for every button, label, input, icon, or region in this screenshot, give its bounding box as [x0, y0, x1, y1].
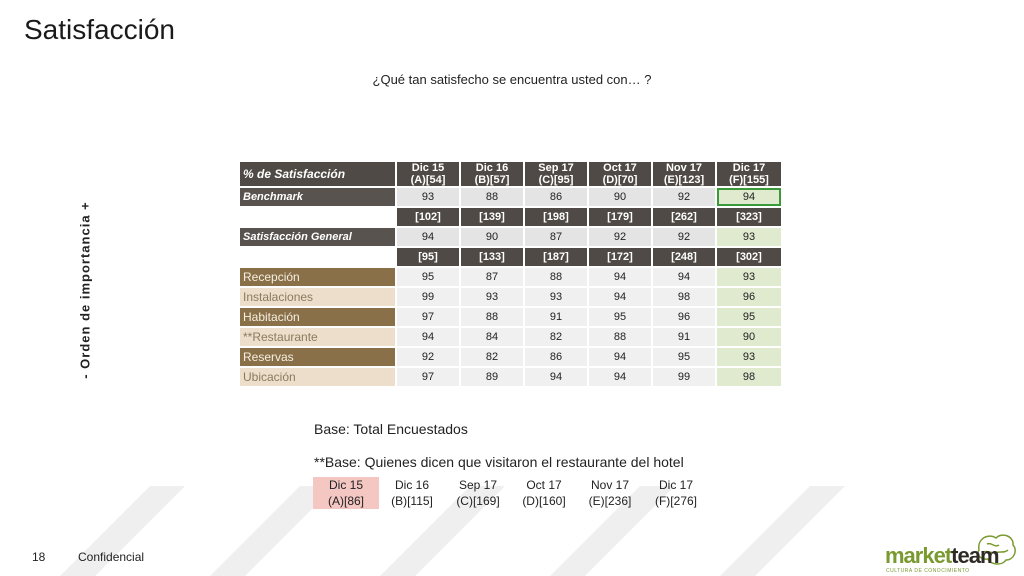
table-cell: 90 — [460, 227, 524, 247]
restaurant-code: (A)[86] — [313, 493, 379, 509]
restaurant-period: Dic 15 — [313, 477, 379, 493]
base-cell: [248] — [652, 247, 716, 267]
base-cell: [302] — [716, 247, 782, 267]
general-satisfaction-row — [239, 227, 782, 247]
restaurant-code: (F)[276] — [654, 494, 697, 508]
table-header-row — [239, 161, 782, 187]
table-cell: 93 — [524, 287, 588, 307]
base-cell: [102] — [396, 207, 460, 227]
table-cell: 95 — [716, 307, 782, 327]
table-cell: 93 — [716, 267, 782, 287]
table-cell: 93 — [716, 347, 782, 367]
base-cell: [323] — [716, 207, 782, 227]
restaurant-period: Dic 17 — [658, 478, 693, 492]
base-cell: [95] — [396, 247, 460, 267]
table-cell: 82 — [460, 347, 524, 367]
base-row — [239, 247, 782, 267]
table-cell: 90 — [588, 187, 652, 207]
restaurant-period: Oct 17 — [526, 478, 562, 492]
table-row — [239, 327, 782, 347]
table-cell: 82 — [524, 327, 588, 347]
restaurant-code: (E)[236] — [588, 494, 632, 508]
table-row — [239, 367, 782, 387]
company-logo: marketteam — [885, 543, 999, 568]
table-cell: 94 — [588, 267, 652, 287]
satisfaction-table — [238, 160, 783, 388]
confidential-label: Confidencial — [78, 550, 145, 564]
table-cell: 87 — [460, 267, 524, 287]
base-cell: [172] — [588, 247, 652, 267]
restaurant-period: Sep 17 — [458, 478, 498, 492]
table-cell: 88 — [460, 307, 524, 327]
table-cell: 94 — [652, 267, 716, 287]
table-cell: 94 — [524, 367, 588, 387]
base-note: Base: Total Encuestados — [314, 421, 468, 437]
survey-question: ¿Qué tan satisfecho se encuentra usted con… ? — [372, 72, 652, 87]
table-cell: 99 — [652, 367, 716, 387]
logo-tagline: CULTURA DE CONOCIMIENTO — [886, 568, 970, 574]
base-cell: [139] — [460, 207, 524, 227]
row-label: Reservas — [239, 347, 396, 367]
table-cell: 90 — [716, 327, 782, 347]
restaurant-period-row — [313, 477, 709, 493]
table-cell: 94 — [396, 327, 460, 347]
column-header: Oct 17 (D)[70] — [588, 161, 652, 187]
restaurant-code: (B)[115] — [391, 494, 433, 508]
column-header: Dic 16 (B)[57] — [460, 161, 524, 187]
row-label: **Restaurante — [239, 327, 396, 347]
table-cell: 84 — [460, 327, 524, 347]
restaurant-code: (D)[160] — [522, 494, 566, 508]
table-cell: 86 — [524, 347, 588, 367]
table-cell: 88 — [524, 267, 588, 287]
base-row — [239, 207, 782, 227]
importance-axis-label — [70, 190, 100, 390]
importance-axis-text: - Orden de importancia + — [77, 201, 93, 379]
restaurant-period: Dic 16 — [394, 478, 429, 492]
table-cell: 94 — [396, 227, 460, 247]
table-cell-highlighted: 94 — [716, 187, 782, 207]
table-cell: 99 — [396, 287, 460, 307]
row-label: Habitación — [239, 307, 396, 327]
table-cell: 96 — [652, 307, 716, 327]
column-header: Sep 17 (C)[95] — [524, 161, 588, 187]
table-cell: 93 — [716, 227, 782, 247]
table-cell: 92 — [652, 187, 716, 207]
table-cell: 98 — [652, 287, 716, 307]
row-label: Benchmark — [239, 187, 396, 207]
table-cell: 98 — [716, 367, 782, 387]
table-cell: 95 — [396, 267, 460, 287]
table-cell: 92 — [588, 227, 652, 247]
restaurant-bases-table — [313, 477, 709, 509]
base-cell: [179] — [588, 207, 652, 227]
table-cell: 92 — [652, 227, 716, 247]
restaurant-code: (C)[169] — [456, 494, 500, 508]
base-cell: [262] — [652, 207, 716, 227]
table-row — [239, 307, 782, 327]
table-cell: 97 — [396, 367, 460, 387]
column-header: Nov 17 (E)[123] — [652, 161, 716, 187]
restaurant-period: Nov 17 — [590, 478, 630, 492]
page-number: 18 — [32, 550, 46, 564]
table-row — [239, 267, 782, 287]
table-cell: 89 — [460, 367, 524, 387]
table-cell: 91 — [524, 307, 588, 327]
table-cell: 93 — [460, 287, 524, 307]
column-header: Dic 15 (A)[54] — [396, 161, 460, 187]
restaurant-code-row — [313, 493, 709, 509]
table-cell: 94 — [588, 287, 652, 307]
restaurant-base-note: **Base: Quienes dicen que visitaron el restaurante del hotel — [314, 454, 684, 470]
table-cell: 94 — [588, 347, 652, 367]
table-cell: 96 — [716, 287, 782, 307]
page-title: Satisfacción — [24, 14, 175, 45]
base-cell: [133] — [460, 247, 524, 267]
benchmark-row — [239, 187, 782, 207]
table-cell: 95 — [588, 307, 652, 327]
base-cell: [198] — [524, 207, 588, 227]
table-cell: 88 — [460, 187, 524, 207]
table-cell: 91 — [652, 327, 716, 347]
table-cell: 97 — [396, 307, 460, 327]
table-row — [239, 347, 782, 367]
table-cell: 88 — [588, 327, 652, 347]
base-cell: [187] — [524, 247, 588, 267]
column-header: Dic 17 (F)[155] — [716, 161, 782, 187]
table-row — [239, 287, 782, 307]
header-label: % de Satisfacción — [239, 161, 396, 187]
table-cell: 87 — [524, 227, 588, 247]
table-cell: 94 — [588, 367, 652, 387]
row-label: Ubicación — [239, 367, 396, 387]
table-cell: 95 — [652, 347, 716, 367]
table-cell: 93 — [396, 187, 460, 207]
row-label: Instalaciones — [239, 287, 396, 307]
row-label: Satisfacción General — [239, 227, 396, 247]
table-cell: 92 — [396, 347, 460, 367]
table-cell: 86 — [524, 187, 588, 207]
row-label: Recepción — [239, 267, 396, 287]
